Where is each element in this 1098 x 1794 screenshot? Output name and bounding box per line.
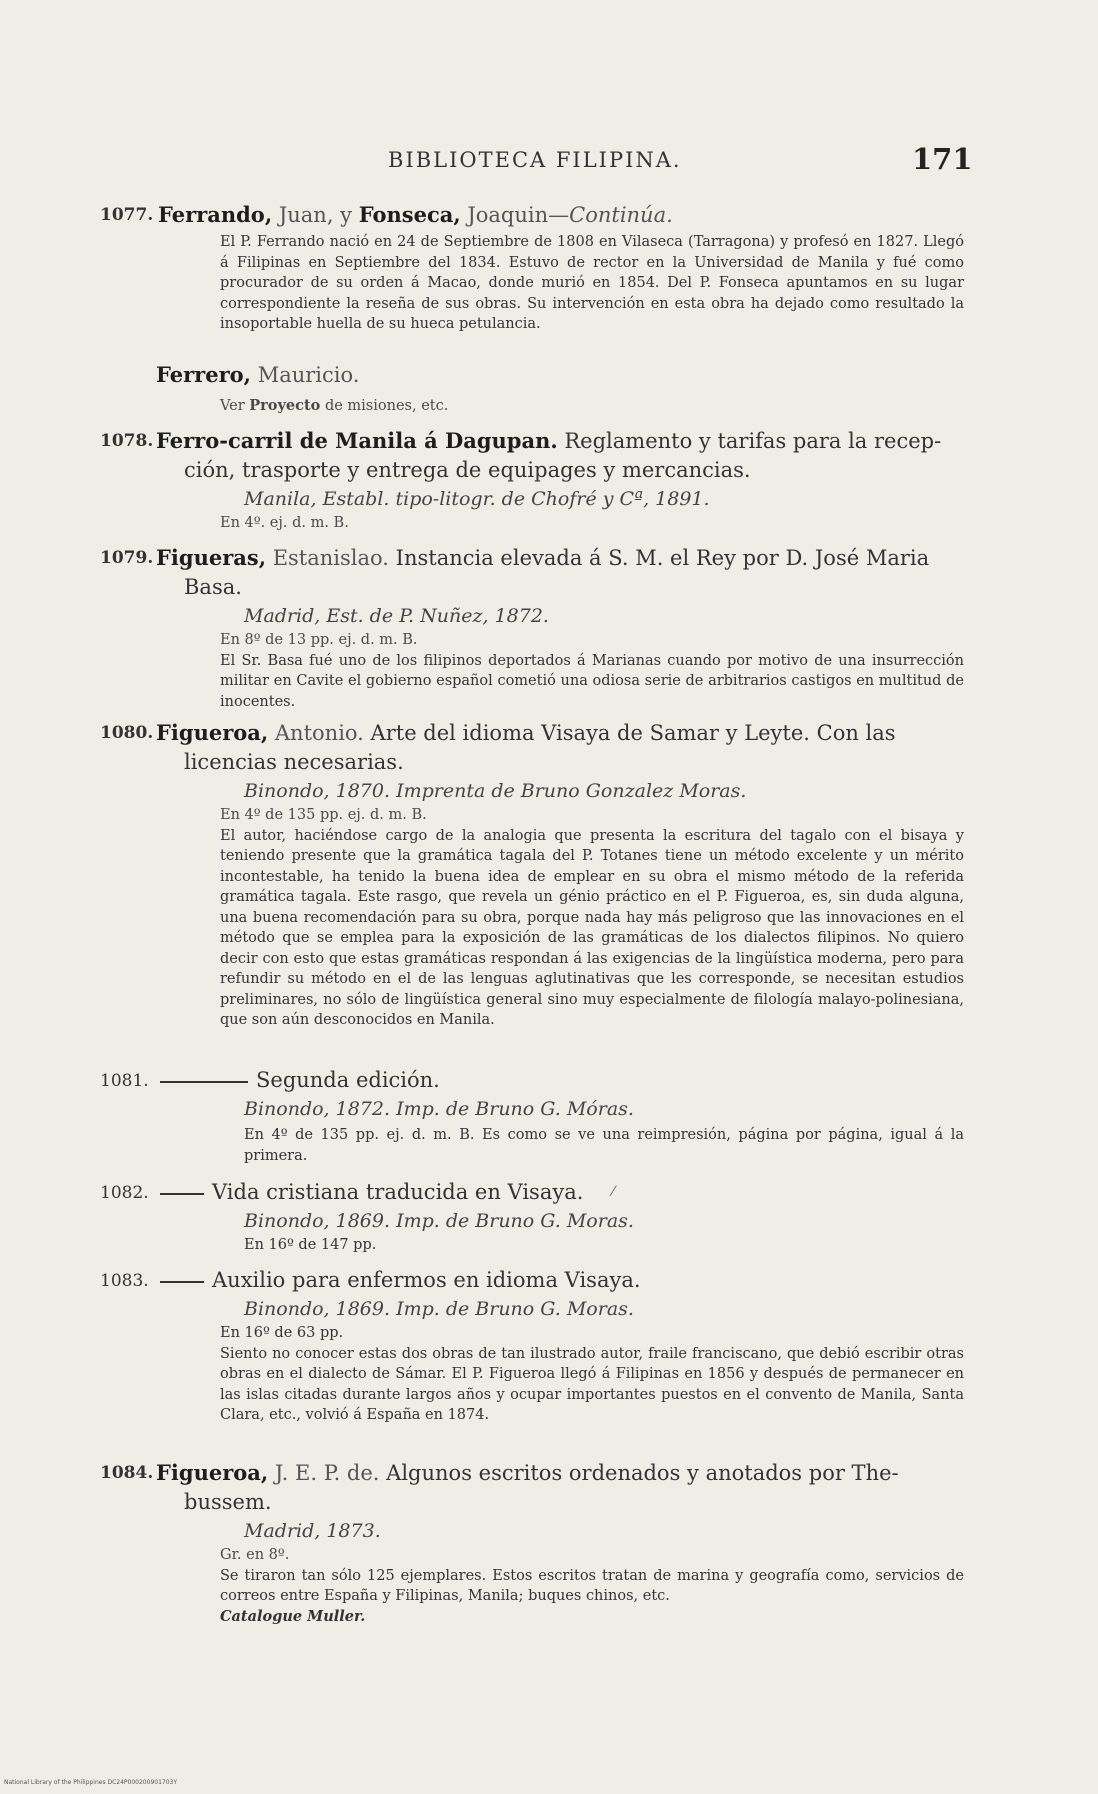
imprint: Manila, Establ. tipo-litogr. de Chofré y Cª, 1891. [244,488,710,510]
entry-1077 [100,200,964,335]
running-title: BIBLIOTECA FILIPINA. [388,148,682,172]
entry-heading [100,543,964,602]
work-title: Arte del idioma Visaya de Samar y Leyte. Con las [370,721,896,745]
author-name: Ferrando, [158,202,273,227]
page-header [0,142,1098,182]
author-name: Figueroa, [156,1460,269,1485]
author-name: Ferro-carril de Manila á Dagupan. [156,428,558,453]
entry-number: 1080. [100,723,154,743]
format-line: En 16º de 147 pp. [244,1237,377,1253]
author-given: Juan, y [278,203,353,227]
work-title: Segunda edición. [256,1068,440,1092]
work-title: Algunos escritos ordenados y anotados por The- [386,1461,899,1485]
entry-note: Se tiraron tan sólo 125 ejemplares. Estos escritos tratan de marina y geografía como, servicios de correos entre España y Filipinas, Manila; buques chinos, etc. [220,1567,964,1604]
entry-heading [100,1066,964,1095]
work-title: Vida cristiana traducida en Visaya. [212,1180,584,1204]
author-given: Mauricio. [257,363,360,387]
format-line: En 4º. ej. d. m. B. [220,515,349,531]
scan-footer: National Library of the Philippines DC24P000200901703Y [4,1779,178,1786]
entry-heading [100,1458,964,1517]
format-line: En 16º de 63 pp. [220,1325,344,1341]
entry-1084 [100,1458,964,1627]
source-citation: Catalogue Muller. [220,1607,366,1625]
entry-heading [100,1266,964,1295]
imprint: Binondo, 1869. Imp. de Bruno G. Moras. [244,1298,634,1320]
entry-number: 1077. [100,205,154,225]
entry-1083 [100,1266,964,1426]
pencil-mark: ⁄ [612,1184,615,1200]
author-name: Ferrero, [156,362,251,387]
author-name: Figueroa, [156,720,269,745]
author-given-2: Joaquin— [467,203,570,227]
format-line: En 8º de 13 pp. ej. d. m. B. [220,632,418,648]
author-given: J. E. P. de. [274,1461,380,1485]
continuation-label: Continúa. [569,203,673,227]
entry-note: El P. Ferrando nació en 24 de Septiembre de 1808 en Vilaseca (Tarragona) y profesó en 1827. Llegó á Filipinas en Septiembre del 1834. Estuvo de rector en la Universidad de Manila y fué como procurador de su orden á Macao, donde murió en 1854. Del P. Fonseca apuntamos en su lugar correspondiente la reseña de sus obras. Su intervención en esta obra ha dejado como resultado la insoportable huella de su hueca petulancia. [220,234,964,332]
imprint: Madrid, Est. de P. Nuñez, 1872. [244,605,549,627]
entry-number: 1078. [100,431,154,451]
author-given: Estanislao. [272,546,389,570]
entry-1081 [100,1066,964,1166]
entry-note: El Sr. Basa fué uno de los filipinos deportados á Marianas cuando por motivo de una insurrección militar en Cavite el gobierno español cometió una odiosa serie de arbitrarios castigos en multitud de inocentes. [220,652,964,710]
reference-title: Proyecto [249,397,321,414]
ditto-dash [160,1281,204,1283]
ditto-dash [160,1193,204,1195]
page-number: 171 [912,142,973,176]
entry-heading [100,200,964,230]
cross-reference [220,396,964,417]
entry-number: 1079. [100,548,154,568]
entry-number: 1083. [100,1271,149,1291]
work-title-cont: ción, trasporte y entrega de equipages y mercancias. [184,458,751,482]
imprint: Binondo, 1872. Imp. de Bruno G. Móras. [244,1098,634,1120]
entry-note: El autor, haciéndose cargo de la analogia que presenta la escritura del tagalo con el bisaya y teniendo presente que la gramática tagala del P. Totanes tiene un método excelente y un mérito incontestable, ha tenido la buena idea de emplear en su obra el mismo método de la referida gramática tagala. Este rasgo, que revela un génio práctico en el P. Figueroa, es, sin duda alguna, una buena recomendación para su obra, porque nada hay más peligroso que las innovaciones en el método que se emplea para la exposición de las gramáticas de los dialectos filipinos. No quiero decir con esto que estas gramáticas respondan á las exigencias de la lingüística moderna, pero para refundir su método en el de las lenguas aglutinativas que les corresponde, se necesitan estudios preliminares, no sólo de lingüística general sino muy especialmente de filología malayo-polinesiana, que son aún desconocidos en Manila. [220,827,964,1028]
entry-note: En 4º de 135 pp. ej. d. m. B. Es como se ve una reimpresión, página por página, igual á la primera. [244,1127,964,1164]
imprint: Madrid, 1873. [244,1520,381,1542]
work-title-cont: bussem. [184,1490,272,1514]
entry-number: 1084. [100,1463,154,1483]
work-title: Instancia elevada á S. M. el Rey por D. José Maria [395,546,930,570]
format-line: Gr. en 8º. [220,1547,290,1563]
entry-1079 [100,543,964,712]
entry-heading [100,426,964,485]
entry-1080 [100,718,964,1031]
author-given: Antonio. [274,721,364,745]
entry-number: 1081. [100,1071,149,1091]
format-line: En 4º de 135 pp. ej. d. m. B. [220,807,427,823]
work-title: Reglamento y tarifas para la recep- [564,429,942,453]
entry-heading [100,1178,964,1207]
imprint: Binondo, 1869. Imp. de Bruno G. Moras. [244,1210,634,1232]
author-name-2: Fonseca, [358,202,461,227]
work-title: Auxilio para enfermos en idioma Visaya. [212,1268,641,1292]
work-title-cont: licencias necesarias. [184,750,404,774]
entry-1082 [100,1178,964,1256]
see-label: Ver [220,398,245,414]
imprint: Binondo, 1870. Imprenta de Bruno Gonzalez Moras. [244,780,747,802]
entry-1078 [100,426,964,534]
entry-heading [100,718,964,777]
author-name: Figueras, [156,545,267,570]
ditto-dash [160,1081,248,1083]
reference-rest: de misiones, etc. [324,398,449,414]
work-title-cont: Basa. [184,575,242,599]
entry-note: Siento no conocer estas dos obras de tan ilustrado autor, fraile franciscano, que debió escribir otras obras en el dialecto de Sámar. El P. Figueroa llegó á Filipinas en 1856 y después de permanecer en las islas citadas durante largos años y ocupar importantes puestos en el convento de Manila, Santa Clara, etc., volvió á España en 1874. [220,1345,964,1423]
entry-ferrero [100,360,964,417]
entry-number: 1082. [100,1183,149,1203]
entry-heading [100,360,964,390]
